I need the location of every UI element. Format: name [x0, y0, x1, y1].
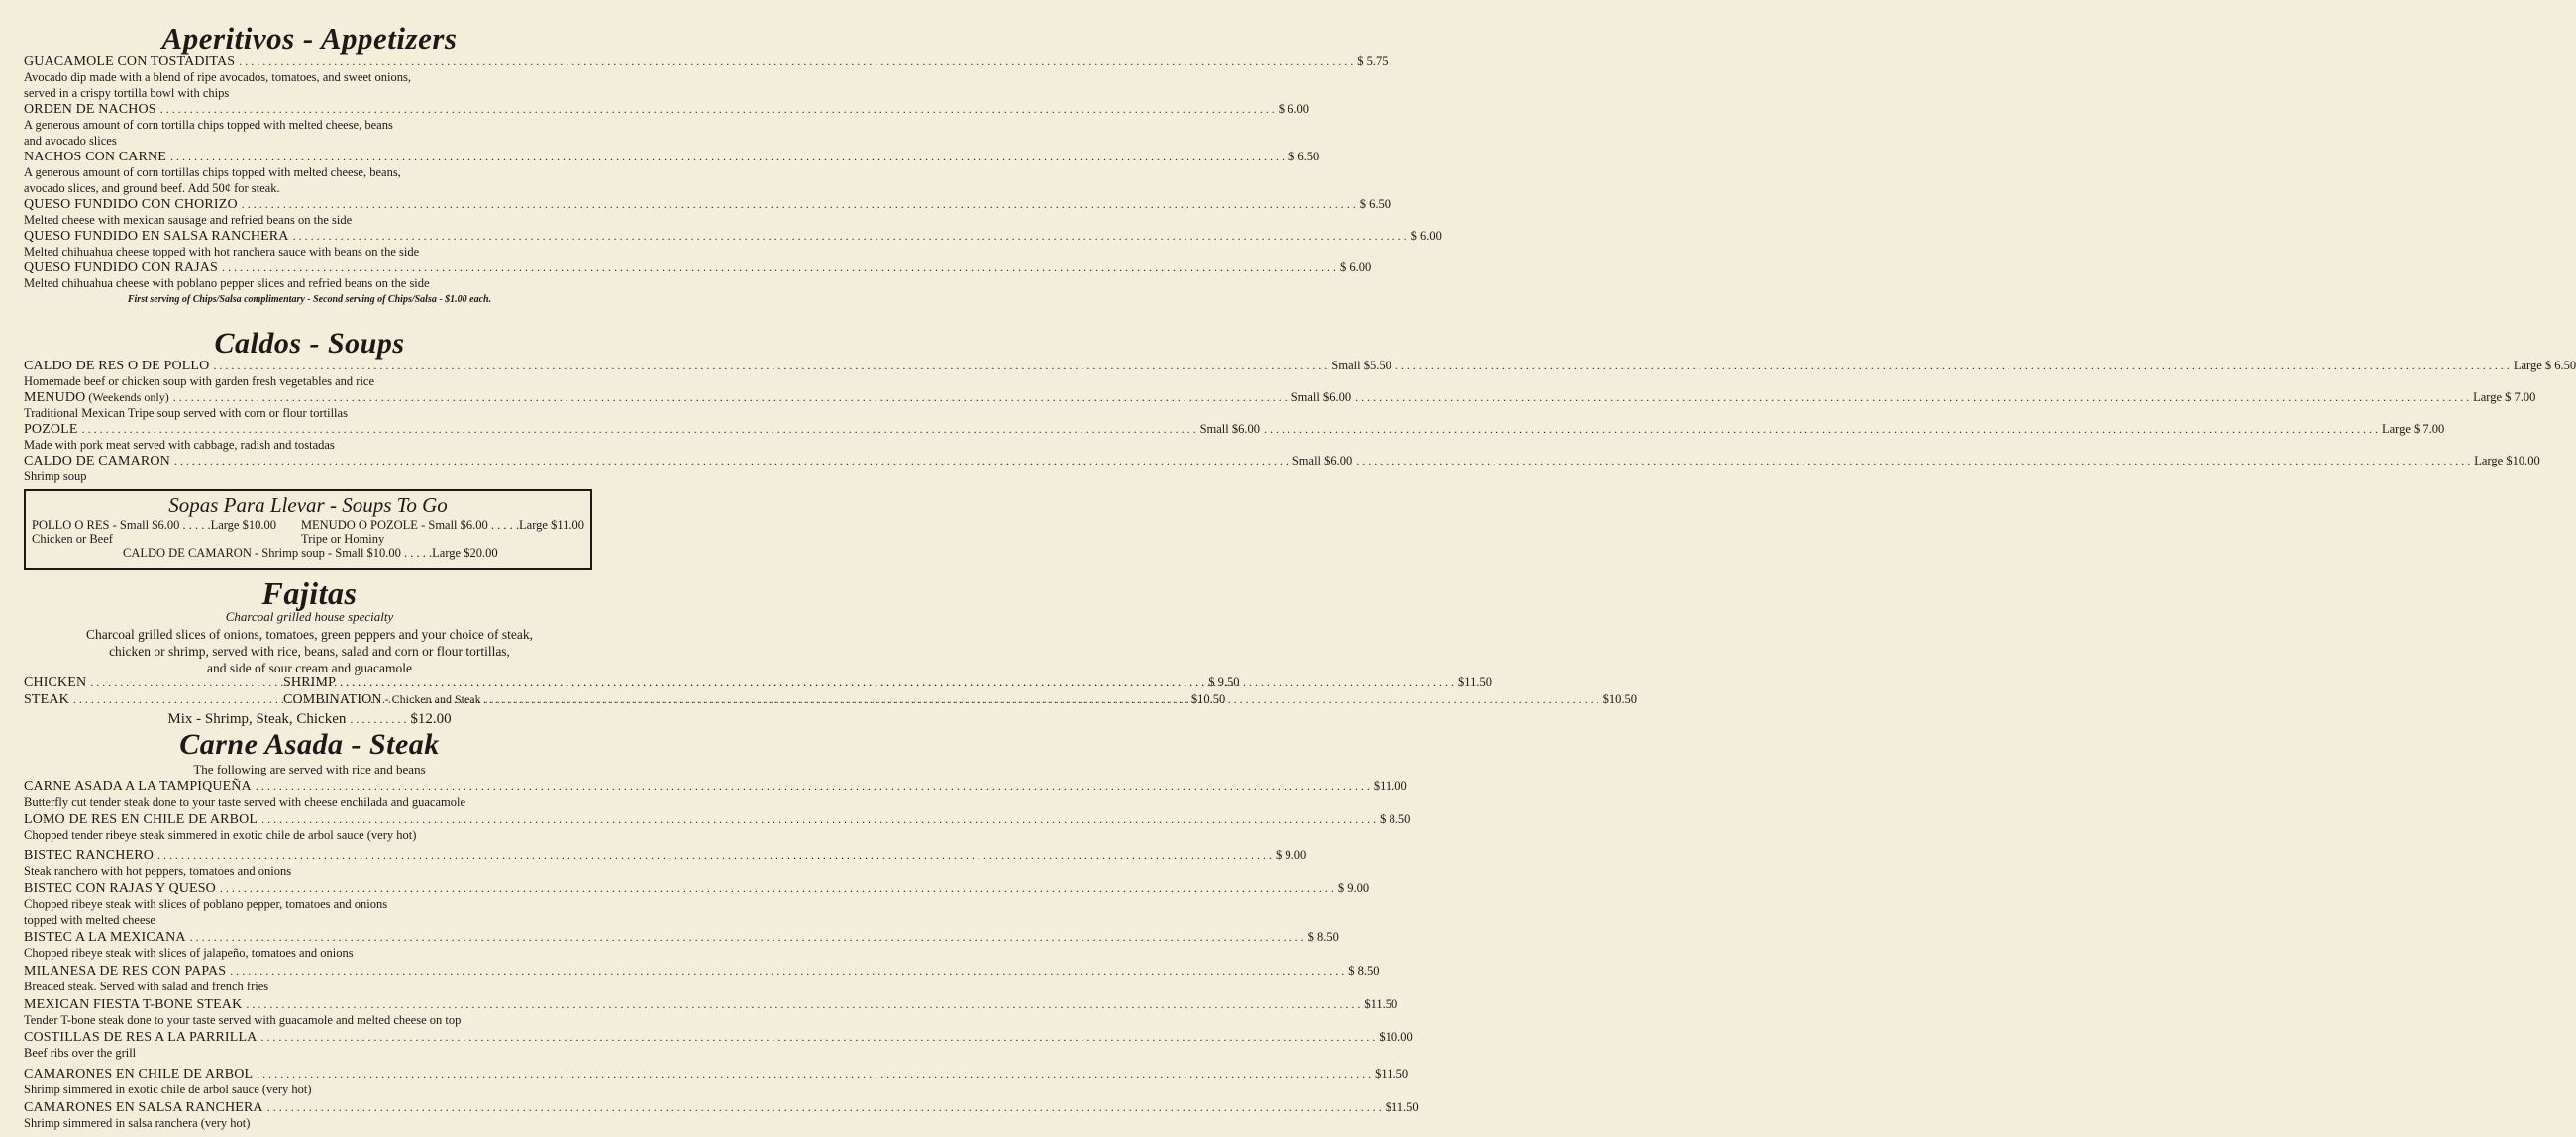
- menu-item: [0, 421, 2445, 453]
- leader-dots: [173, 389, 1288, 405]
- leader-dots: [190, 929, 1304, 945]
- large-price: Large $ 7.00: [2381, 422, 2445, 436]
- item-name: CALDO DE RES O DE POLLO: [24, 359, 210, 373]
- item-name: CHICKEN: [24, 675, 87, 690]
- item-description: Chopped ribeye steak with slices of poblano pepper, tomatoes and onions: [24, 897, 388, 911]
- menu-item: [0, 389, 2536, 421]
- item-price: $11.50: [1458, 675, 1492, 689]
- soups-list: [0, 358, 2576, 484]
- item-price: - Shrimp soup - Small $10.00 . . . . .Large $20.00: [255, 546, 498, 560]
- item-name: NACHOS CON CARNE: [24, 150, 166, 164]
- item-name: QUESO FUNDIDO EN SALSA RANCHERA: [24, 229, 289, 244]
- item-note: - Chicken and Steak: [384, 692, 481, 706]
- item-description: A generous amount of corn tortilla chips topped with melted cheese, beans: [24, 118, 393, 132]
- item-price: $ 6.00: [1278, 102, 1309, 116]
- leader-dots: [267, 1099, 1382, 1115]
- item-price: $11.50: [1375, 1067, 1409, 1081]
- large-price: Large $10.00: [2474, 454, 2540, 467]
- leader-dots: [242, 196, 1356, 212]
- leader-dots: [222, 259, 1336, 275]
- description-line: and side of sour cream and guacamole: [207, 661, 412, 675]
- item-name: CALDO DE CAMARON: [24, 454, 170, 468]
- menu-item: [0, 358, 2576, 389]
- item-name: MENUDO: [24, 390, 86, 405]
- item-name: COMBINATION: [283, 692, 382, 707]
- item-name: MENUDO O POZOLE: [300, 518, 418, 532]
- menu-item: [0, 196, 1391, 228]
- appetizers-list: [0, 53, 1442, 305]
- item-description: Chopped ribeye steak with slices of jalapeño, tomatoes and onions: [24, 946, 354, 960]
- item-description: Traditional Mexican Tripe soup served with corn or flour tortillas: [24, 406, 348, 420]
- item-name: CARNE ASADA A LA TAMPIQUEÑA: [24, 779, 252, 794]
- item-name: LOMO DE RES EN CHILE DE ARBOL: [24, 812, 258, 827]
- item-name: STEAK: [24, 692, 69, 707]
- item-name: POLLO O RES: [32, 518, 110, 532]
- steak-title: Carne Asada - Steak: [179, 728, 440, 761]
- item-price: $ 5.75: [1357, 54, 1389, 68]
- menu-item: [0, 101, 1309, 149]
- small-price: Small $5.50: [1331, 359, 1391, 372]
- item-note: (Weekends only): [88, 390, 169, 404]
- menu-item: [0, 929, 1339, 961]
- item-description: topped with melted cheese: [24, 913, 155, 927]
- leader-dots: [260, 1029, 1375, 1045]
- menu-item: [0, 1099, 1419, 1131]
- item-price: $ 9.50: [1208, 675, 1240, 689]
- item-description: Tripe or Hominy: [301, 532, 385, 546]
- item-description: Shrimp soup: [24, 469, 87, 483]
- leader-dots: [170, 149, 1285, 164]
- soups-to-go-title: Sopas Para Llevar - Soups To Go: [168, 493, 448, 517]
- item-description: served in a crispy tortilla bowl with chips: [24, 86, 230, 100]
- leader-dots: [261, 811, 1376, 827]
- fajitas-title: Fajitas: [261, 575, 358, 611]
- soups-to-go-box: [24, 489, 592, 570]
- large-price: Large $ 7.00: [2473, 390, 2536, 404]
- item-name: SHRIMP: [283, 675, 337, 690]
- item-name: CAMARONES EN SALSA RANCHERA: [24, 1100, 263, 1115]
- item-name: BISTEC RANCHERO: [24, 848, 154, 863]
- description-line: chicken or shrimp, served with rice, beans, salad and corn or flour tortillas,: [109, 644, 510, 659]
- leader-dots: [82, 421, 1196, 437]
- leader-dots: [1355, 389, 2469, 405]
- item-name: ORDEN DE NACHOS: [24, 102, 156, 117]
- menu-item: [0, 847, 1307, 879]
- steak-intro: The following are served with rice and beans: [193, 762, 426, 776]
- item-name: MILANESA DE RES CON PAPAS: [24, 964, 227, 979]
- small-price: Small $6.00: [1199, 422, 1260, 436]
- item-price: $11.50: [1364, 997, 1398, 1011]
- soups-title: Caldos - Soups: [214, 327, 405, 360]
- item-description: Homemade beef or chicken soup with garden fresh vegetables and rice: [24, 374, 375, 388]
- item-description: Breaded steak. Served with salad and french fries: [24, 980, 269, 993]
- item-price: $10.50: [1190, 692, 1226, 706]
- item-description: Beef ribs over the grill: [24, 1046, 137, 1060]
- item-description: Made with pork meat served with cabbage, radish and tostadas: [24, 438, 335, 452]
- item-description: Avocado dip made with a blend of ripe avocados, tomatoes, and sweet onions,: [24, 70, 411, 84]
- soups-to-go-row: [26, 546, 590, 560]
- appetizers-title: Aperitivos - Appetizers: [161, 21, 458, 55]
- menu-item: [0, 963, 1380, 994]
- leader-dots: [293, 228, 1407, 244]
- menu-item: [0, 453, 2540, 484]
- item-price: $10.00: [1379, 1030, 1413, 1044]
- fajitas-prices: [24, 674, 1638, 728]
- menu-item: [0, 259, 1372, 291]
- item-name: COSTILLAS DE RES A LA PARRILLA: [24, 1030, 258, 1045]
- mix-label: Mix - Shrimp, Steak, Chicken: [167, 711, 347, 727]
- leader-dots: [256, 778, 1370, 794]
- item-price: $ 6.50: [1359, 197, 1391, 211]
- item-description: Melted chihuahua cheese with poblano pepper slices and refried beans on the side: [24, 276, 430, 290]
- item-price: $ 6.50: [1288, 150, 1320, 163]
- item-description: Shrimp simmered in exotic chile de arbol sauce (very hot): [24, 1083, 312, 1096]
- item-price: $ 8.50: [1348, 964, 1380, 978]
- leader-dots: [485, 691, 1599, 708]
- leader-dots: [1356, 453, 2470, 468]
- fajitas-subtitle: Charcoal grilled house specialty: [225, 609, 394, 624]
- item-description: Butterfly cut tender steak done to your taste served with cheese enchilada and guacamole: [24, 795, 466, 809]
- item-price: $ 8.50: [1307, 930, 1339, 944]
- leader-dots: . . . . . . . . . .: [350, 712, 407, 726]
- item-name: MEXICAN FIESTA T-BONE STEAK: [24, 997, 243, 1012]
- leader-dots: [230, 963, 1344, 979]
- item-description: Steak ranchero with hot peppers, tomatoes and onions: [24, 864, 292, 878]
- item-price: - Small $6.00 . . . . .Large $11.00: [421, 518, 584, 532]
- menu-item: [0, 996, 1398, 1028]
- menu-item: [0, 53, 1389, 101]
- leader-dots: [1395, 358, 2510, 373]
- item-name: QUESO FUNDIDO CON CHORIZO: [24, 197, 238, 212]
- item-price: $ 9.00: [1337, 881, 1370, 895]
- steak-list: [0, 778, 1419, 1131]
- item-name: BISTEC A LA MEXICANA: [24, 930, 186, 945]
- item-description: Shrimp simmered in salsa ranchera (very hot): [24, 1116, 251, 1130]
- leader-dots: [1264, 421, 2378, 437]
- leader-dots: [246, 996, 1360, 1012]
- menu-item: [0, 811, 1411, 843]
- item-description: Melted cheese with mexican sausage and refried beans on the side: [24, 213, 353, 227]
- soups-to-go-sub-row: [26, 532, 590, 546]
- leader-dots: [239, 53, 1353, 69]
- large-price: Large $ 6.50: [2513, 359, 2576, 372]
- item-description: Tender T-bone steak done to your taste served with guacamole and melted cheese on top: [24, 1013, 462, 1027]
- item-name: BISTEC CON RAJAS Y QUESO: [24, 881, 216, 896]
- item-price: $ 6.00: [1339, 260, 1372, 274]
- leader-dots: [174, 453, 1288, 468]
- small-price: Small $6.00: [1290, 390, 1352, 404]
- menu-item: [0, 778, 1407, 810]
- item-price: $11.00: [1373, 779, 1407, 793]
- item-description: A generous amount of corn tortillas chips topped with melted cheese, beans,: [24, 165, 401, 179]
- leader-dots: [157, 847, 1272, 863]
- item-name: CALDO DE CAMARON: [123, 546, 252, 560]
- item-name: POZOLE: [24, 422, 78, 437]
- leader-dots: [220, 880, 1334, 896]
- item-price: $11.50: [1385, 1100, 1419, 1114]
- item-description: Melted chihuahua cheese topped with hot ranchera sauce with beans on the side: [24, 245, 420, 258]
- leader-dots: [257, 1066, 1371, 1082]
- item-name: QUESO FUNDIDO CON RAJAS: [24, 260, 218, 275]
- menu-item: [0, 1066, 1409, 1097]
- item-price: $10.50: [1602, 692, 1638, 706]
- item-price: - Small $6.00 . . . . .Large $10.00: [112, 518, 276, 532]
- item-description: and avocado slices: [24, 134, 117, 148]
- item-price: $ 6.00: [1410, 229, 1442, 243]
- chips-footnote: First serving of Chips/Salsa complimentary - Second serving of Chips/Salsa - $1.00 each.: [127, 294, 492, 305]
- small-price: Small $6.00: [1291, 454, 1353, 467]
- item-description: Chicken or Beef: [32, 532, 113, 546]
- leader-dots: [340, 674, 1454, 691]
- leader-dots: [160, 101, 1275, 117]
- item-name: CAMARONES EN CHILE DE ARBOL: [24, 1067, 254, 1082]
- menu-item: [0, 149, 1320, 196]
- item-name: GUACAMOLE CON TOSTADITAS: [24, 54, 236, 69]
- item-price: $ 8.50: [1380, 812, 1411, 826]
- menu-item: [0, 1029, 1413, 1061]
- leader-dots: [213, 358, 1327, 373]
- soups-to-go-row: [26, 518, 590, 532]
- item-description: avocado slices, and ground beef. Add 50¢ for steak.: [24, 181, 280, 195]
- item-description: Chopped tender ribeye steak simmered in exotic chile de arbol sauce (very hot): [24, 828, 417, 842]
- menu-item: [0, 880, 1370, 928]
- fajitas-description: [0, 626, 619, 676]
- description-line: Charcoal grilled slices of onions, tomatoes, green peppers and your choice of steak,: [86, 627, 533, 642]
- mix-price: $12.00: [410, 711, 452, 727]
- menu-item: [0, 228, 1442, 259]
- item-price: $ 9.00: [1275, 848, 1307, 862]
